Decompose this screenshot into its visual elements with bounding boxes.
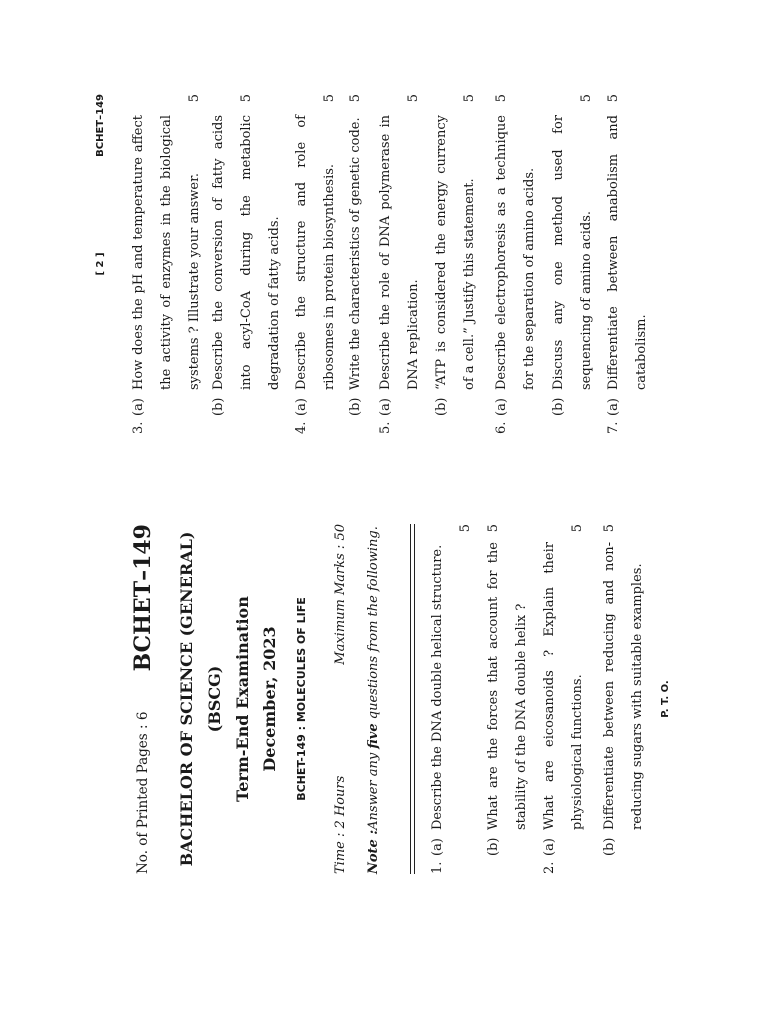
question-marks: 5	[239, 94, 254, 103]
question-text: Describe electrophoresis as a technique for the separation of amino acids.	[494, 115, 537, 390]
degree-title: BACHELOR OF SCIENCE (GENERAL)	[177, 531, 196, 867]
question-marks: 5	[462, 94, 477, 103]
question-marks: 5	[406, 94, 421, 103]
instructions-note	[360, 524, 387, 874]
course-title	[295, 524, 308, 874]
maximum-marks: Maximum Marks : 50	[333, 524, 348, 665]
question-marks: 5	[322, 94, 337, 103]
question-marks: 5	[606, 94, 621, 103]
question-part: (a)	[606, 398, 621, 416]
question-number: 7.	[606, 421, 621, 434]
question-number: 6.	[494, 421, 509, 434]
page-number: [ 2 ]	[95, 252, 106, 276]
time-allowed: Time : 2 Hours	[333, 775, 348, 874]
note-text-pre: Answer any	[366, 748, 381, 830]
page-header-code: BCHET–149	[95, 94, 106, 157]
question-marks: 5	[486, 524, 501, 533]
question-part: (b)	[602, 837, 617, 856]
course-name: : MOLECULES OF LIFE	[295, 597, 308, 735]
question-part: (b)	[551, 397, 566, 416]
note-text-post: questions from the following.	[366, 526, 381, 724]
question-marks: 5	[570, 524, 585, 533]
question-marks: 5	[494, 94, 509, 103]
question-part: (a)	[378, 398, 393, 416]
course-code: BCHET-149	[295, 734, 308, 801]
question-text: What are the forces that account for the stability of the DNA double helix ?	[486, 542, 529, 830]
question-marks: 5	[348, 94, 363, 103]
question-text: “ATP is considered the energy currency of a cell.” Justify this statement.	[434, 115, 477, 390]
question-marks: 5	[458, 524, 473, 533]
question-text: How does the pH and temperature affect the activity of enzymes in the biological systems ? Illustrate your answer.	[131, 115, 202, 390]
divider-rule-top	[410, 524, 411, 874]
printed-pages-label: No. of Printed Pages : 6	[135, 711, 151, 874]
question-part: (b)	[486, 837, 501, 856]
cover-page	[0, 524, 768, 874]
question-part: (a)	[294, 398, 309, 416]
question-text: Describe the DNA double helical structure.	[430, 544, 445, 830]
question-part: (b)	[434, 397, 449, 416]
question-part: (a)	[131, 398, 146, 416]
question-text: What are eicosanoids ? Explain their physiological functions.	[542, 542, 585, 830]
degree-abbreviation: (BSCG)	[205, 665, 224, 733]
question-number: 4.	[294, 421, 309, 434]
question-number: 3.	[131, 421, 146, 434]
exam-date: December, 2023	[260, 626, 279, 772]
question-marks: 5	[579, 94, 594, 103]
question-marks: 5	[602, 524, 617, 533]
note-five: five	[366, 723, 381, 749]
question-text: Describe the role of DNA polymerase in DNA replication.	[378, 115, 421, 390]
exam-title: Term-End Examination	[233, 596, 252, 802]
question-text: Differentiate between anabolism and catabolism.	[606, 115, 649, 390]
question-text: Describe the structure and role of ribosomes in protein biosynthesis.	[294, 115, 337, 390]
question-part: (a)	[494, 398, 509, 416]
note-label: Note :	[366, 829, 381, 874]
question-part: (b)	[211, 397, 226, 416]
question-number: 1.	[430, 861, 445, 874]
question-text: Describe the conversion of fatty acids into acyl-CoA during the metabolic degradation of fatty acids.	[211, 115, 282, 390]
question-text: Discuss any one method used for sequencing of amino acids.	[551, 115, 594, 390]
question-text: Differentiate between reducing and non-reducing sugars with suitable examples.	[602, 542, 645, 830]
page-two	[0, 94, 768, 434]
question-part: (b)	[348, 397, 363, 416]
question-number: 5.	[378, 421, 393, 434]
paper-code: BCHET–149	[130, 524, 156, 672]
please-turn-over: P. T. O.	[660, 680, 671, 718]
divider-rule-bottom	[414, 524, 415, 874]
question-marks: 5	[187, 94, 202, 103]
question-text: Write the characteristics of genetic code.	[348, 117, 363, 390]
question-number: 2.	[542, 861, 557, 874]
question-part: (a)	[430, 838, 445, 856]
question-part: (a)	[542, 838, 557, 856]
